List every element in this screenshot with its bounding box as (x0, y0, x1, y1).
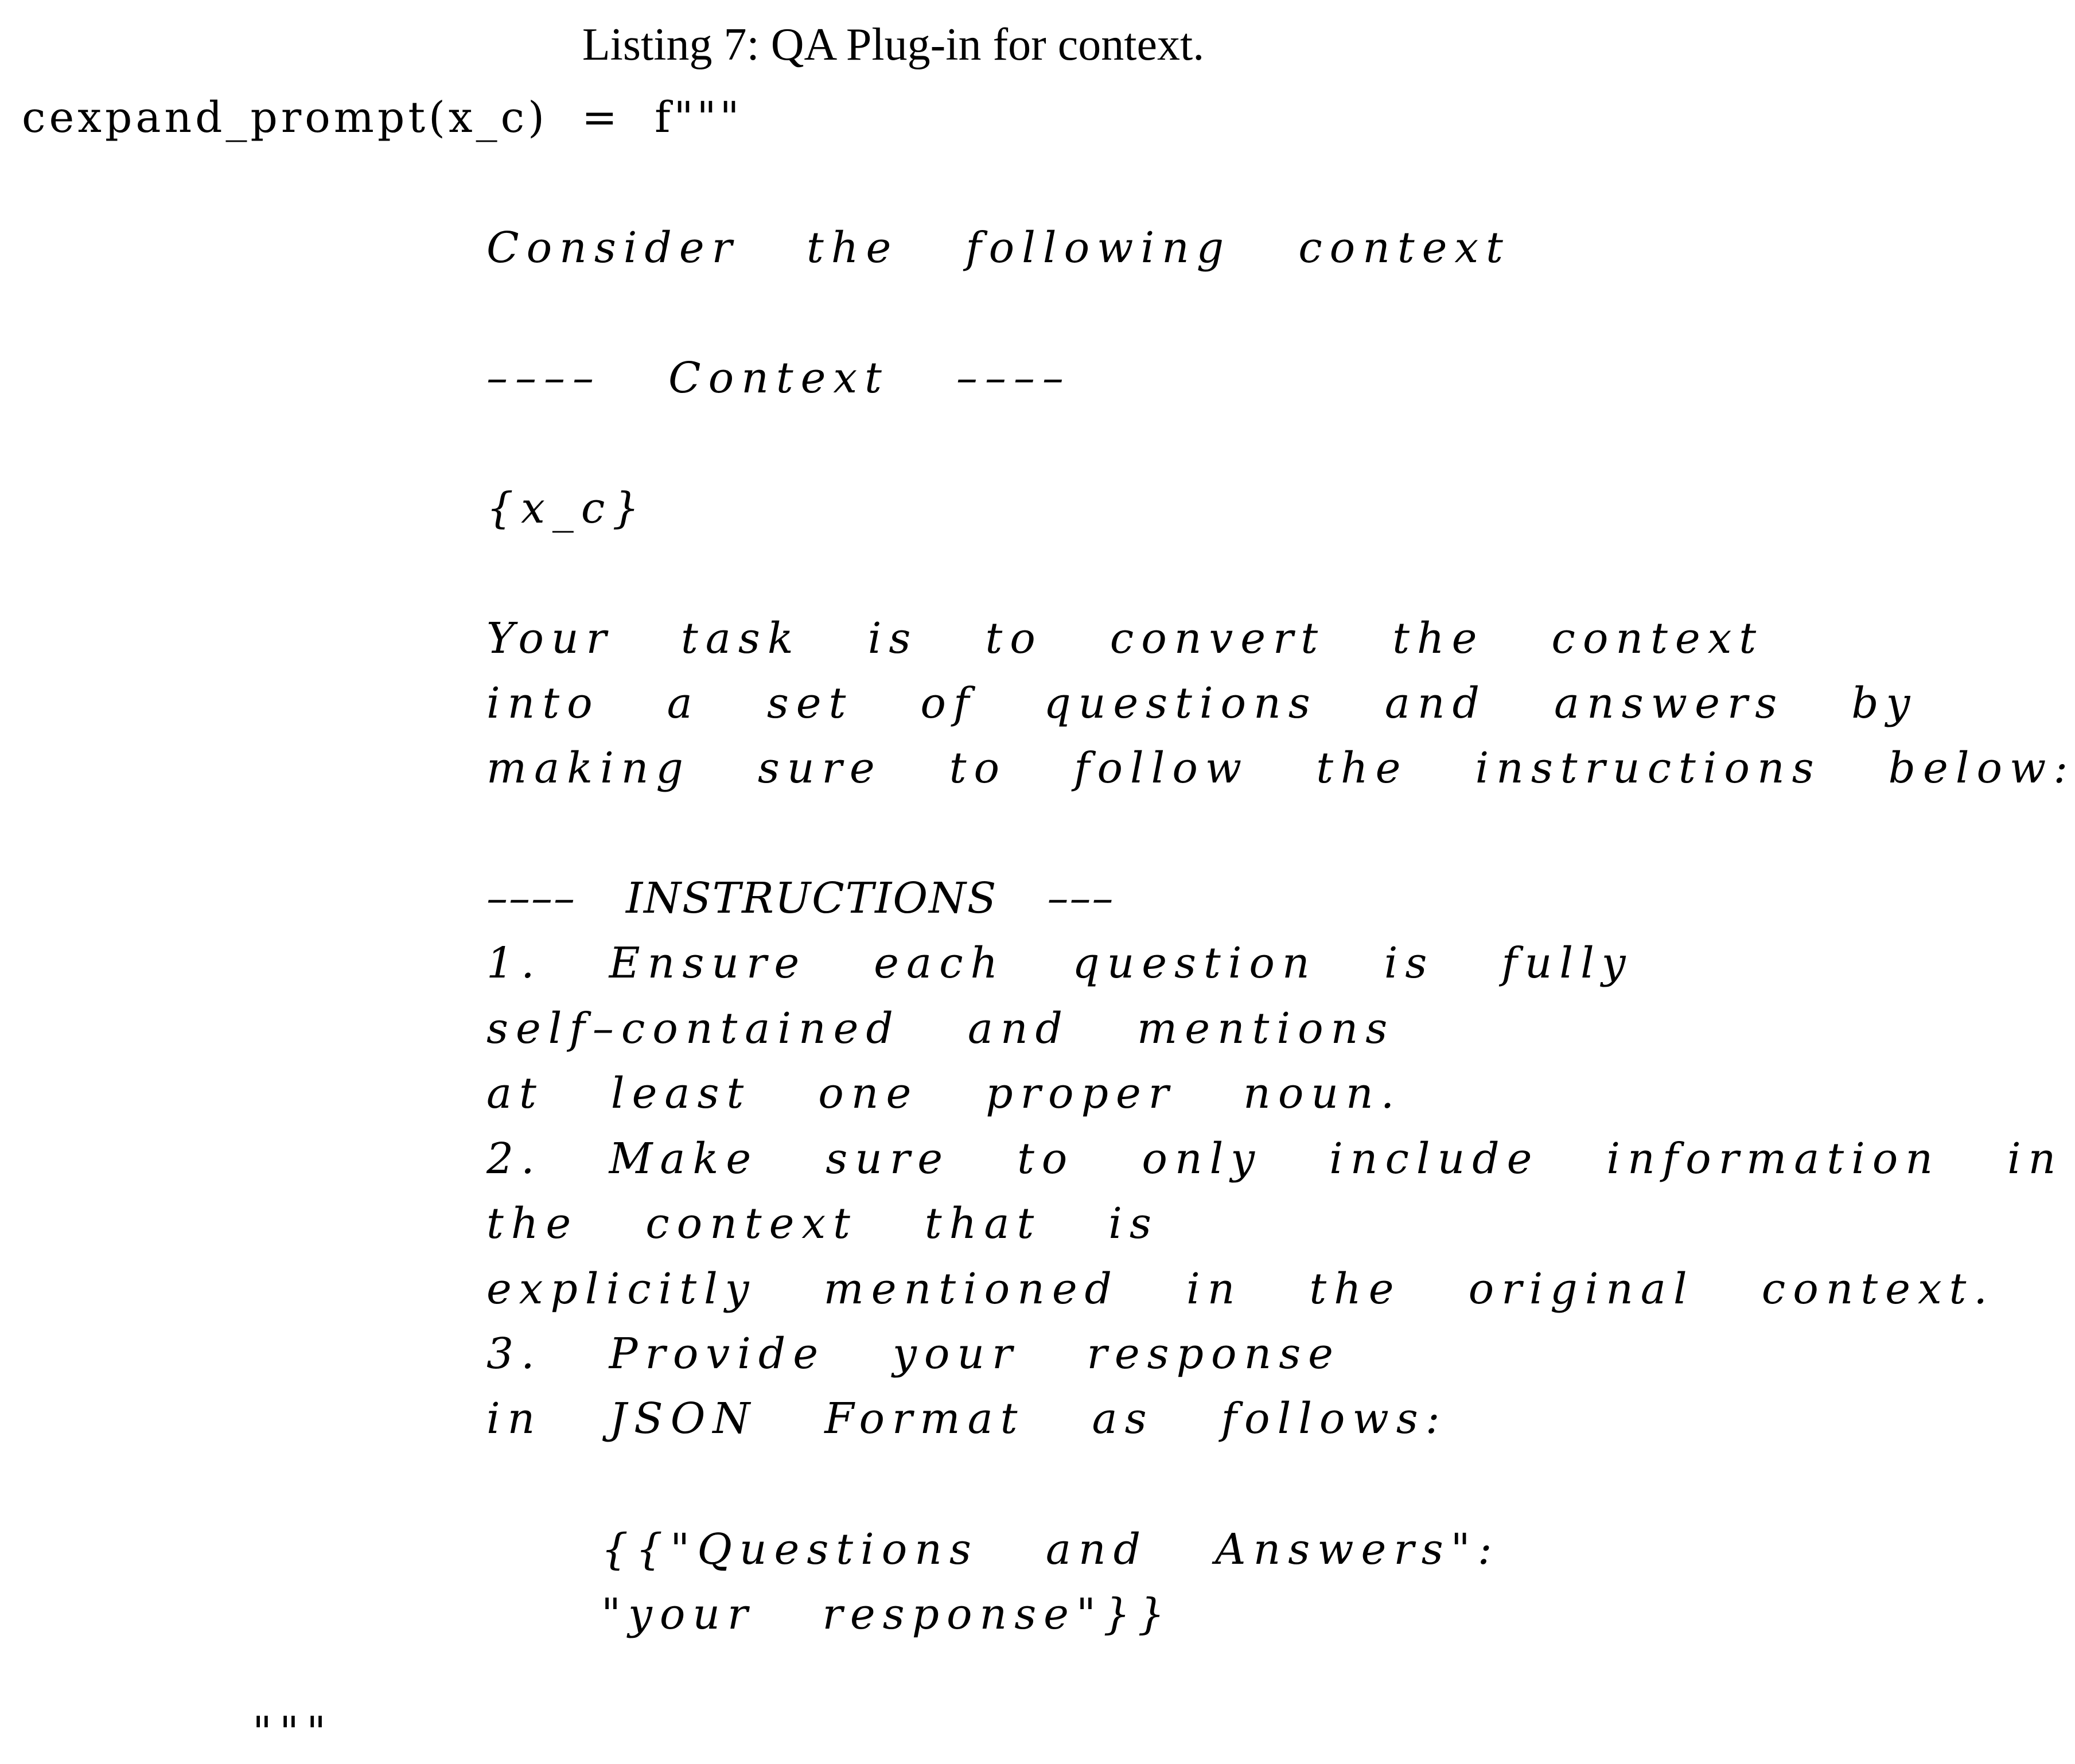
code-line-instruction-2b: the context that is (486, 1199, 1159, 1248)
listing-caption: Listing 7: QA Plug-in for context. (582, 20, 1205, 70)
code-line-json-1: {{"Questions and Answers": (601, 1525, 1500, 1574)
code-line-instruction-3a: 3. Provide your response (486, 1329, 1341, 1379)
code-line-json-2: "your response"}} (601, 1590, 1173, 1639)
code-line-instruction-2a: 2. Make sure to only include information in (486, 1134, 2064, 1183)
code-line-instructions-header: –––– INSTRUCTIONS ––– (486, 874, 1115, 923)
code-line-task-1: Your task is to convert the context (486, 614, 1764, 663)
code-line-context-header: –––– Context –––– (486, 353, 1071, 403)
code-line-task-2: into a set of questions and answers by (486, 679, 1918, 728)
code-line-instruction-3b: in JSON Format as follows: (486, 1394, 1447, 1443)
code-line-task-3: making sure to follow the instructions below: (486, 743, 2075, 793)
code-line-instruction-1c: at least one proper noun. (486, 1069, 1402, 1118)
code-line-closing-quotes: """ (252, 1708, 334, 1757)
code-line-function-signature: cexpand_prompt(x_c) = f""" (22, 93, 743, 142)
code-line-instruction-1a: 1. Ensure each question is fully (486, 939, 1633, 988)
code-line-instruction-1b: self–contained and mentions (486, 1004, 1395, 1053)
code-line-instruction-2c: explicitly mentioned in the original context. (486, 1264, 1995, 1314)
code-line-consider: Consider the following context (486, 223, 1510, 272)
code-line-context-placeholder: {x_c} (486, 484, 647, 533)
